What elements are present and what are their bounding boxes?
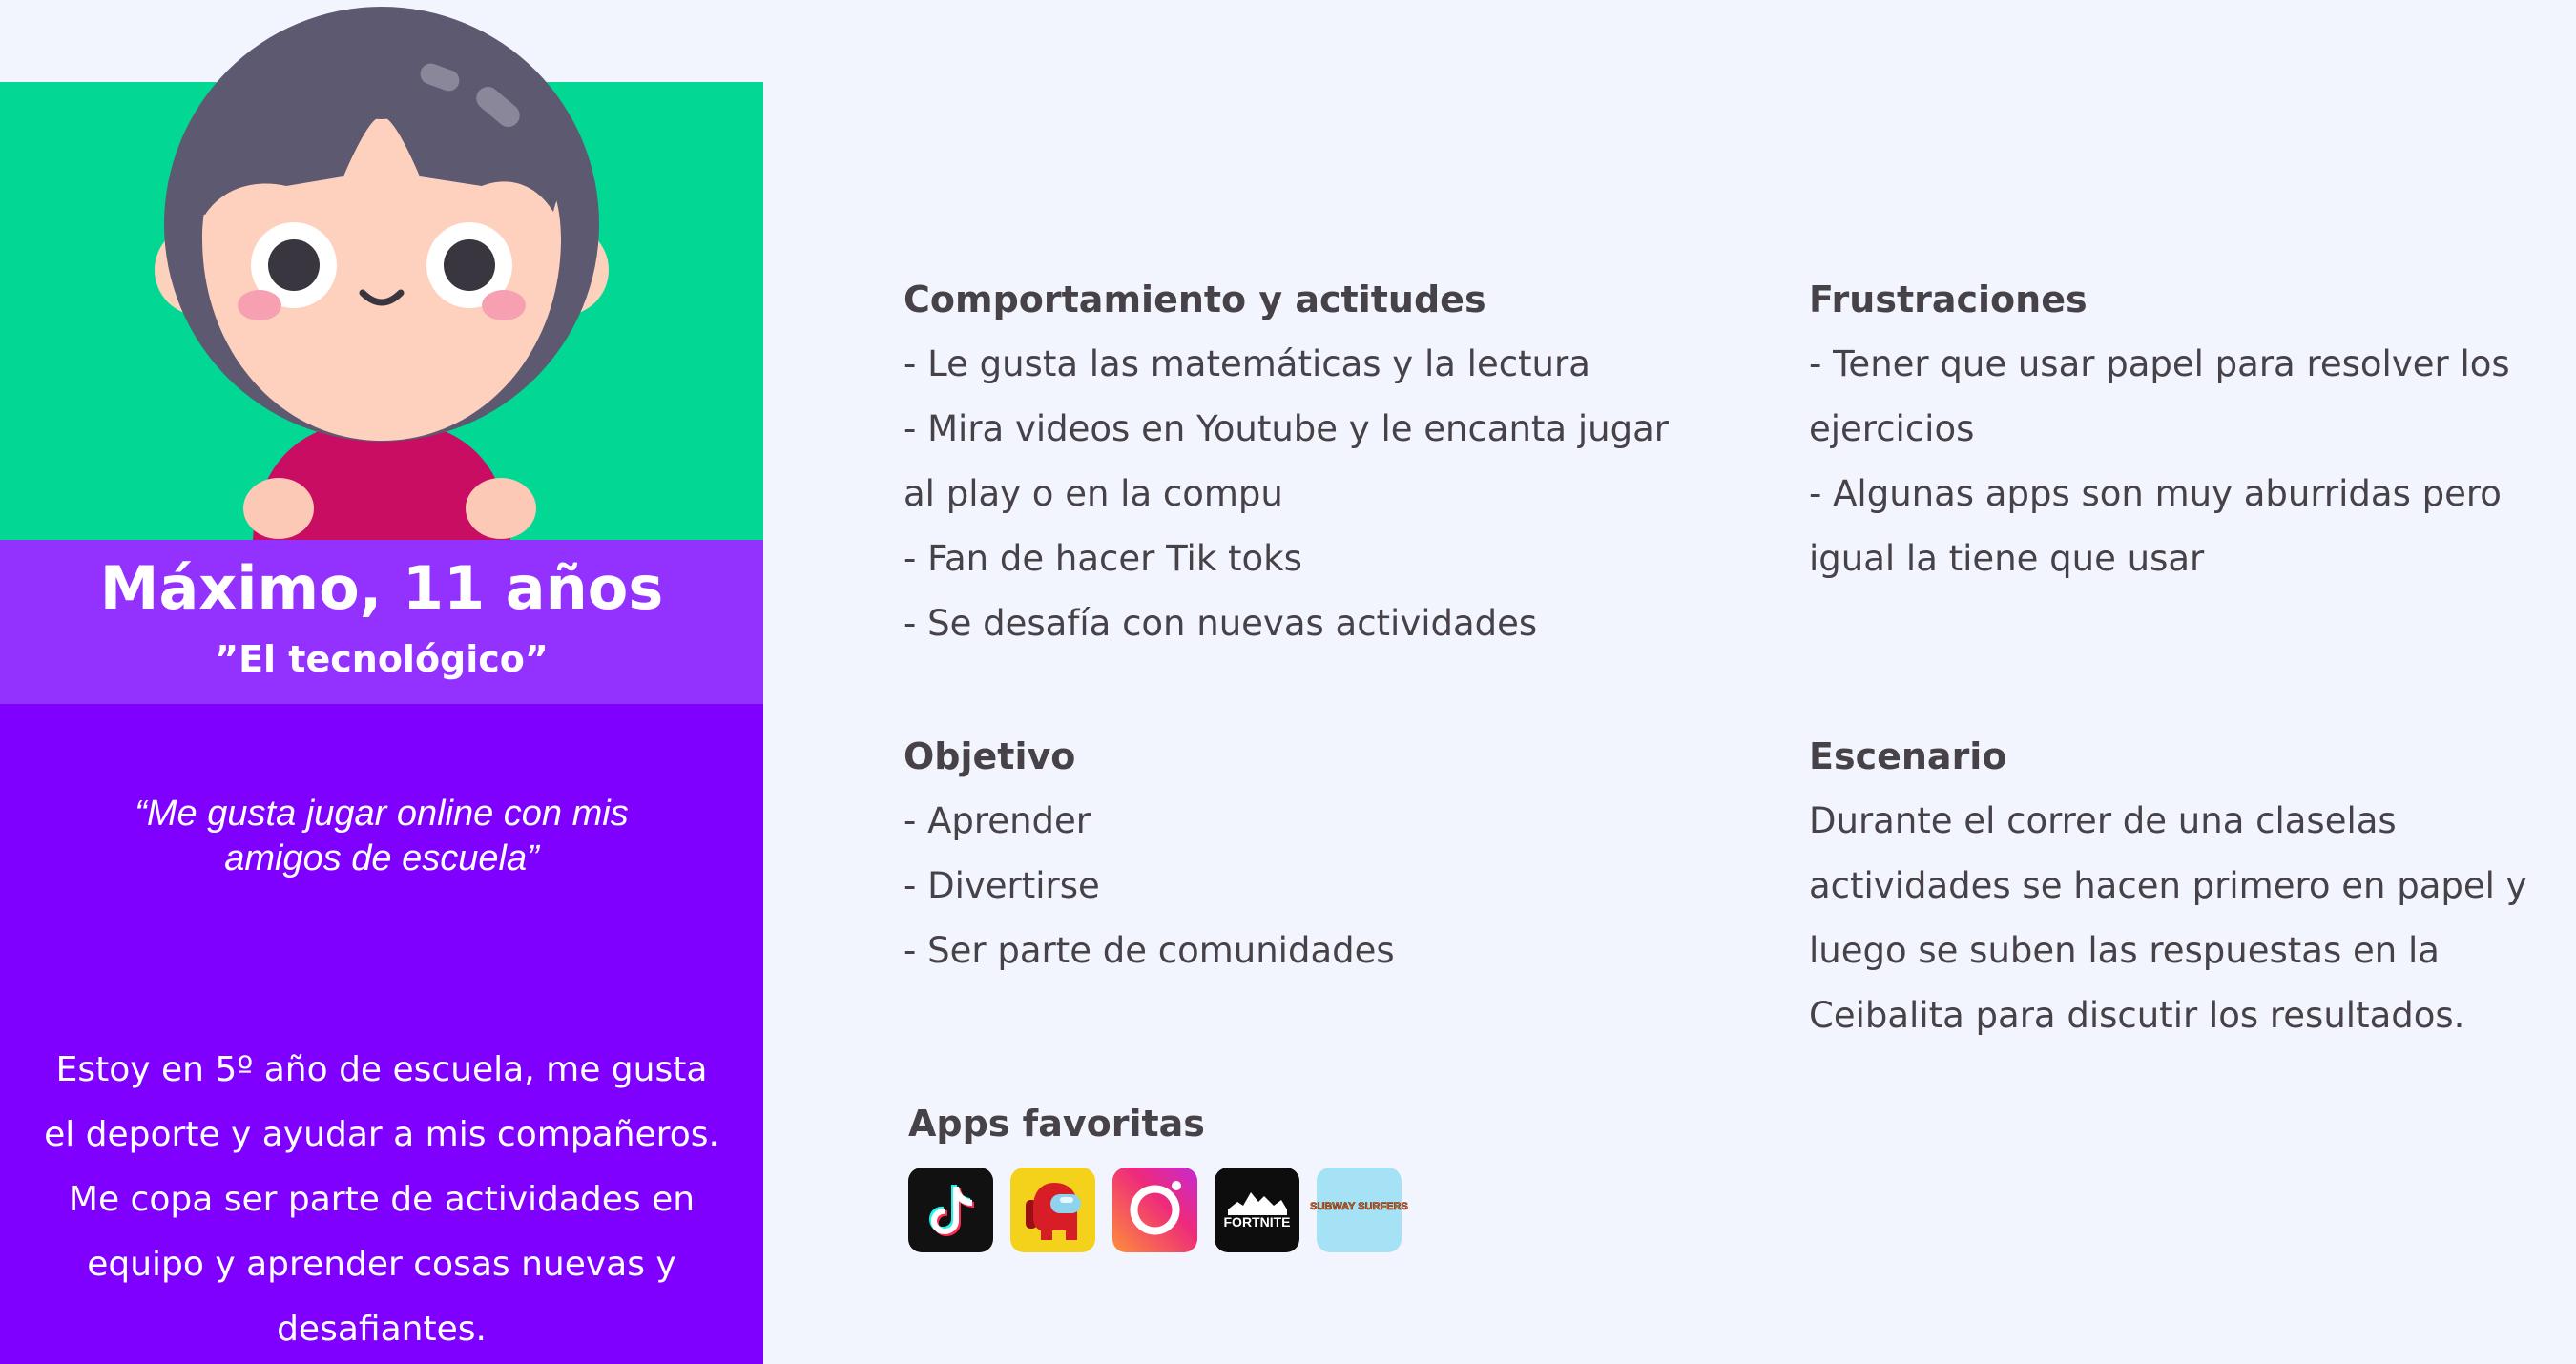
section-line: - Ser parte de comunidades — [904, 930, 1395, 971]
subway-surfers-label: SUBWAY SURFERS — [1310, 1201, 1408, 1212]
section-line: - Aprender — [904, 800, 1091, 841]
instagram-icon[interactable] — [1112, 1168, 1197, 1252]
section-title: Objetivo — [904, 735, 1076, 777]
persona-bio: Estoy en 5º año de escuela, me gusta el deporte y ayudar a mis compañeros. Me copa ser parte de actividades en equipo y aprender cosas nuevas y desafiantes. — [44, 1050, 719, 1349]
section-objetivo — [904, 724, 1686, 983]
section-line: - Se desafía con nuevas actividades — [904, 603, 1538, 644]
fortnite-icon[interactable] — [1215, 1168, 1299, 1252]
section-line: - Algunas apps son muy aburridas pero igual la tiene que usar — [1809, 473, 2502, 579]
section-line: - Divertirse — [904, 865, 1100, 906]
subway-surfers-icon[interactable] — [1310, 1168, 1408, 1252]
among-us-icon[interactable] — [1010, 1168, 1095, 1252]
section-escenario — [1809, 724, 2563, 1048]
section-line: - Mira videos en Youtube y le encanta jugar al play o en la compu — [904, 408, 1669, 514]
persona-quote: “Me gusta jugar online con mis amigos de escuela” — [135, 794, 629, 878]
persona-nickname: ”El tecnológico” — [215, 638, 549, 680]
tiktok-icon[interactable] — [908, 1168, 993, 1252]
section-line: - Tener que usar papel para resolver los ejercicios — [1809, 343, 2510, 449]
favorite-apps — [908, 1091, 1408, 1252]
persona-bio-panel — [0, 704, 763, 1364]
section-title: Escenario — [1809, 735, 2007, 777]
fortnite-label: FORTNITE — [1223, 1214, 1291, 1230]
section-line: - Fan de hacer Tik toks — [904, 538, 1302, 579]
persona-header — [0, 540, 763, 704]
section-frustraciones — [1809, 267, 2563, 591]
apps-row — [908, 1168, 1408, 1252]
section-title: Comportamiento y actitudes — [904, 279, 1486, 320]
boy-avatar-illustration — [0, 0, 763, 540]
section-comportamiento — [904, 267, 1686, 656]
apps-title: Apps favoritas — [908, 1103, 1205, 1145]
persona-card — [0, 0, 763, 1364]
section-title: Frustraciones — [1809, 279, 2088, 320]
persona-name: Máximo, 11 años — [99, 553, 664, 623]
section-line: Durante el correr de una claselas actividades se hacen primero en papel y luego se suben las respuestas en la Ceibalita para discutir los resultados. — [1809, 800, 2527, 1036]
section-line: - Le gusta las matemáticas y la lectura — [904, 343, 1590, 384]
